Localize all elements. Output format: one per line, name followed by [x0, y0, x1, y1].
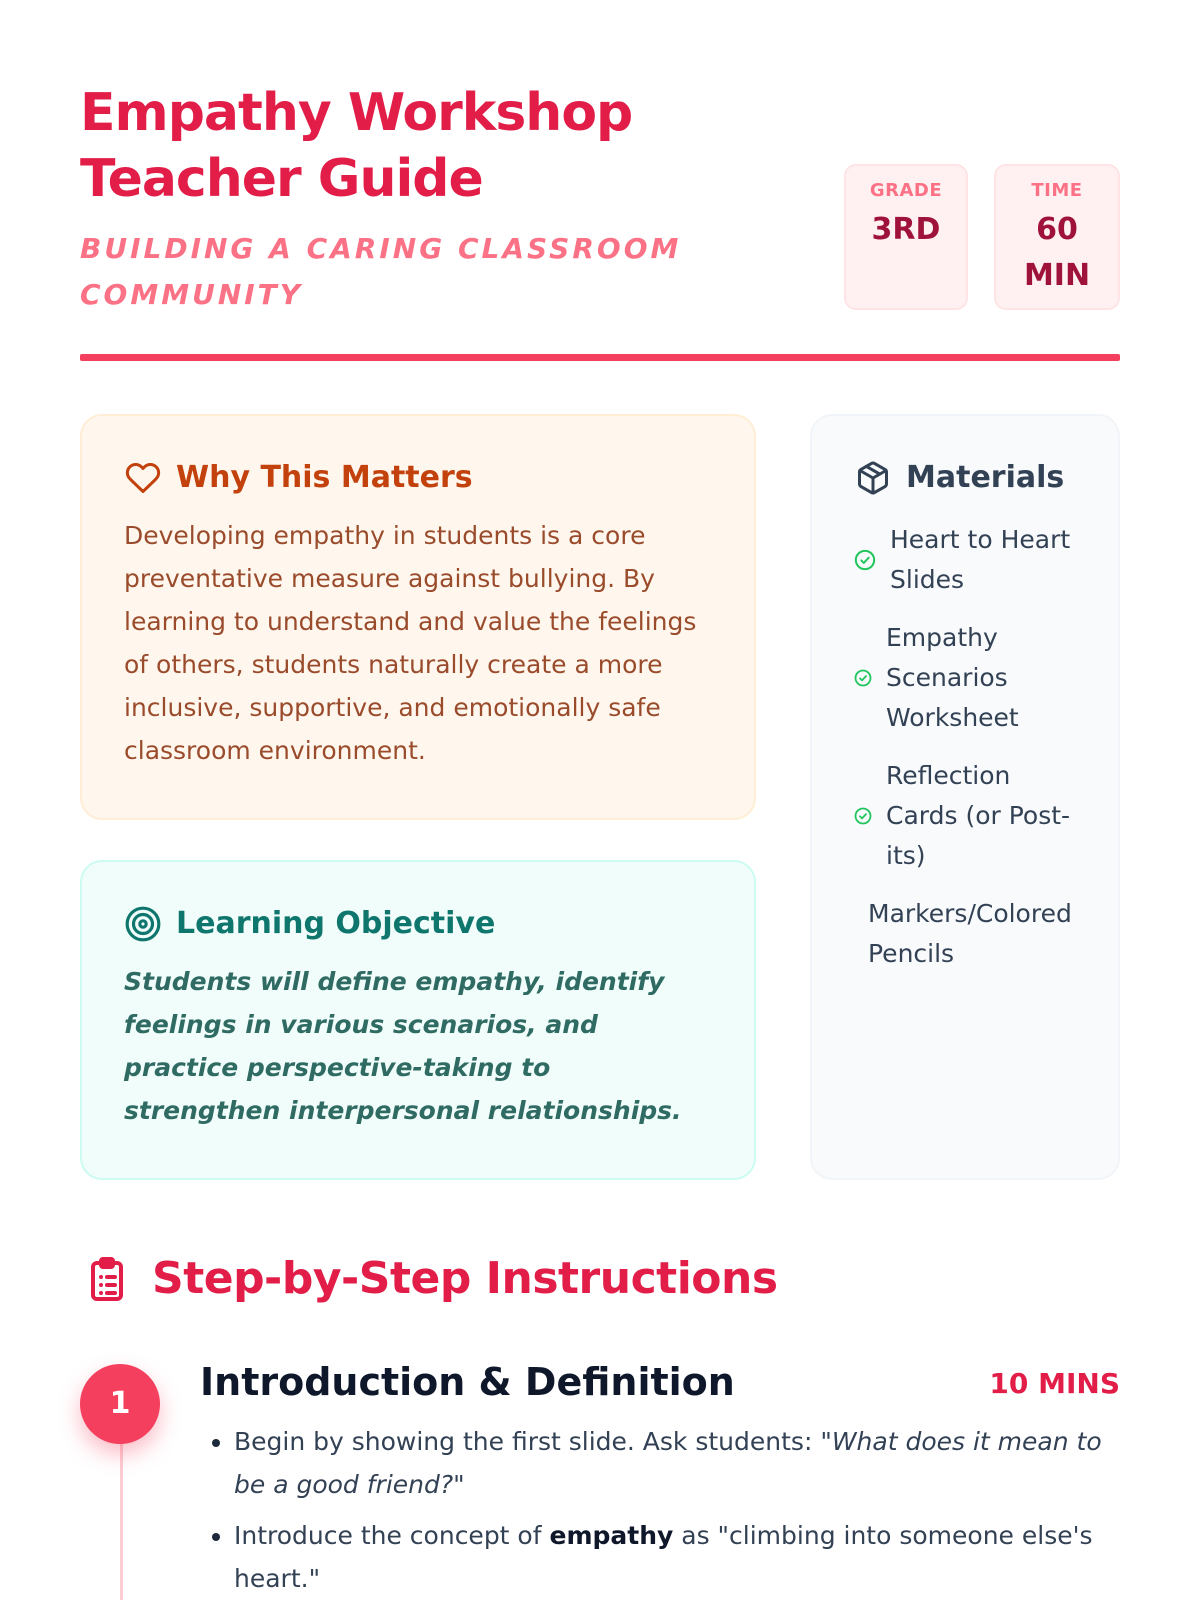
time-label: TIME: [1031, 180, 1083, 201]
list-item: [854, 756, 1076, 876]
why-card: [80, 414, 756, 820]
page-title-line1: Empathy Workshop: [80, 83, 633, 143]
page-title: [80, 80, 720, 212]
heart-icon: [124, 459, 162, 497]
header-divider: [80, 354, 1120, 361]
grade-value: 3RD: [871, 212, 941, 247]
list-item: [234, 1420, 1120, 1506]
timeline-line: [120, 1430, 123, 1600]
grade-badge: [844, 164, 968, 310]
step-bullet-text: Introduce the concept of: [234, 1521, 550, 1550]
step-title: Introduction & Definition: [200, 1360, 735, 1404]
objective-card-header: [124, 902, 712, 946]
materials-heading: Materials: [906, 460, 1065, 495]
check-circle-icon: [854, 807, 872, 825]
time-value: 60 MIN: [1023, 212, 1091, 293]
materials-card-header: [854, 456, 1076, 500]
why-heading: Why This Matters: [176, 460, 473, 495]
step-bullet-keyword: empathy: [549, 1521, 674, 1550]
check-circle-icon: [854, 549, 876, 571]
steps-header: [80, 1244, 1120, 1314]
time-badge: [994, 164, 1120, 310]
step-bullet-text: Begin by showing the first slide. Ask students:: [234, 1427, 821, 1456]
steps-heading: Step-by-Step Instructions: [152, 1253, 778, 1304]
why-card-header: [124, 456, 712, 500]
objective-text: Students will define empathy, identify feelings in various scenarios, and practice perspective-taking to strengthen interpersonal relationships.: [124, 967, 682, 1125]
page-header: [80, 80, 1120, 370]
clipboard-icon: [80, 1252, 134, 1306]
list-item: [854, 894, 1076, 974]
objective-heading: Learning Objective: [176, 906, 496, 941]
materials-card: [810, 414, 1120, 1180]
step-bullets: [200, 1420, 1120, 1608]
step-duration: 10 MINS: [989, 1367, 1120, 1400]
materials-list: [854, 520, 1076, 974]
page-subtitle: BUILDING A CARING CLASSROOM COMMUNITY: [80, 232, 682, 311]
list-item: [854, 520, 1076, 600]
list-item: [234, 1514, 1120, 1600]
material-label: Markers/Colored Pencils: [868, 899, 1072, 968]
material-label: Empathy Scenarios Worksheet: [886, 623, 1019, 732]
check-circle-icon: [854, 669, 872, 687]
page-title-line2: Teacher Guide: [80, 149, 483, 209]
material-label: Heart to Heart Slides: [890, 525, 1071, 594]
list-item: [854, 618, 1076, 738]
material-label: Reflection Cards (or Post-its): [886, 761, 1071, 870]
box-icon: [854, 459, 892, 497]
objective-card: [80, 860, 756, 1180]
step-bullet-quote: "What does it mean to be a good friend?": [234, 1427, 1102, 1499]
target-icon: [124, 905, 162, 943]
step-number-badge: 1: [80, 1364, 160, 1444]
grade-label: GRADE: [869, 180, 943, 201]
why-text: Developing empathy in students is a core preventative measure against bullying. By learning to understand and value the feelings of others, students naturally create a more inclusive, supportive, and emotionally safe classroom environment.: [124, 521, 697, 765]
step-bullet-text: as "climbing into someone else's heart.": [234, 1521, 1093, 1593]
